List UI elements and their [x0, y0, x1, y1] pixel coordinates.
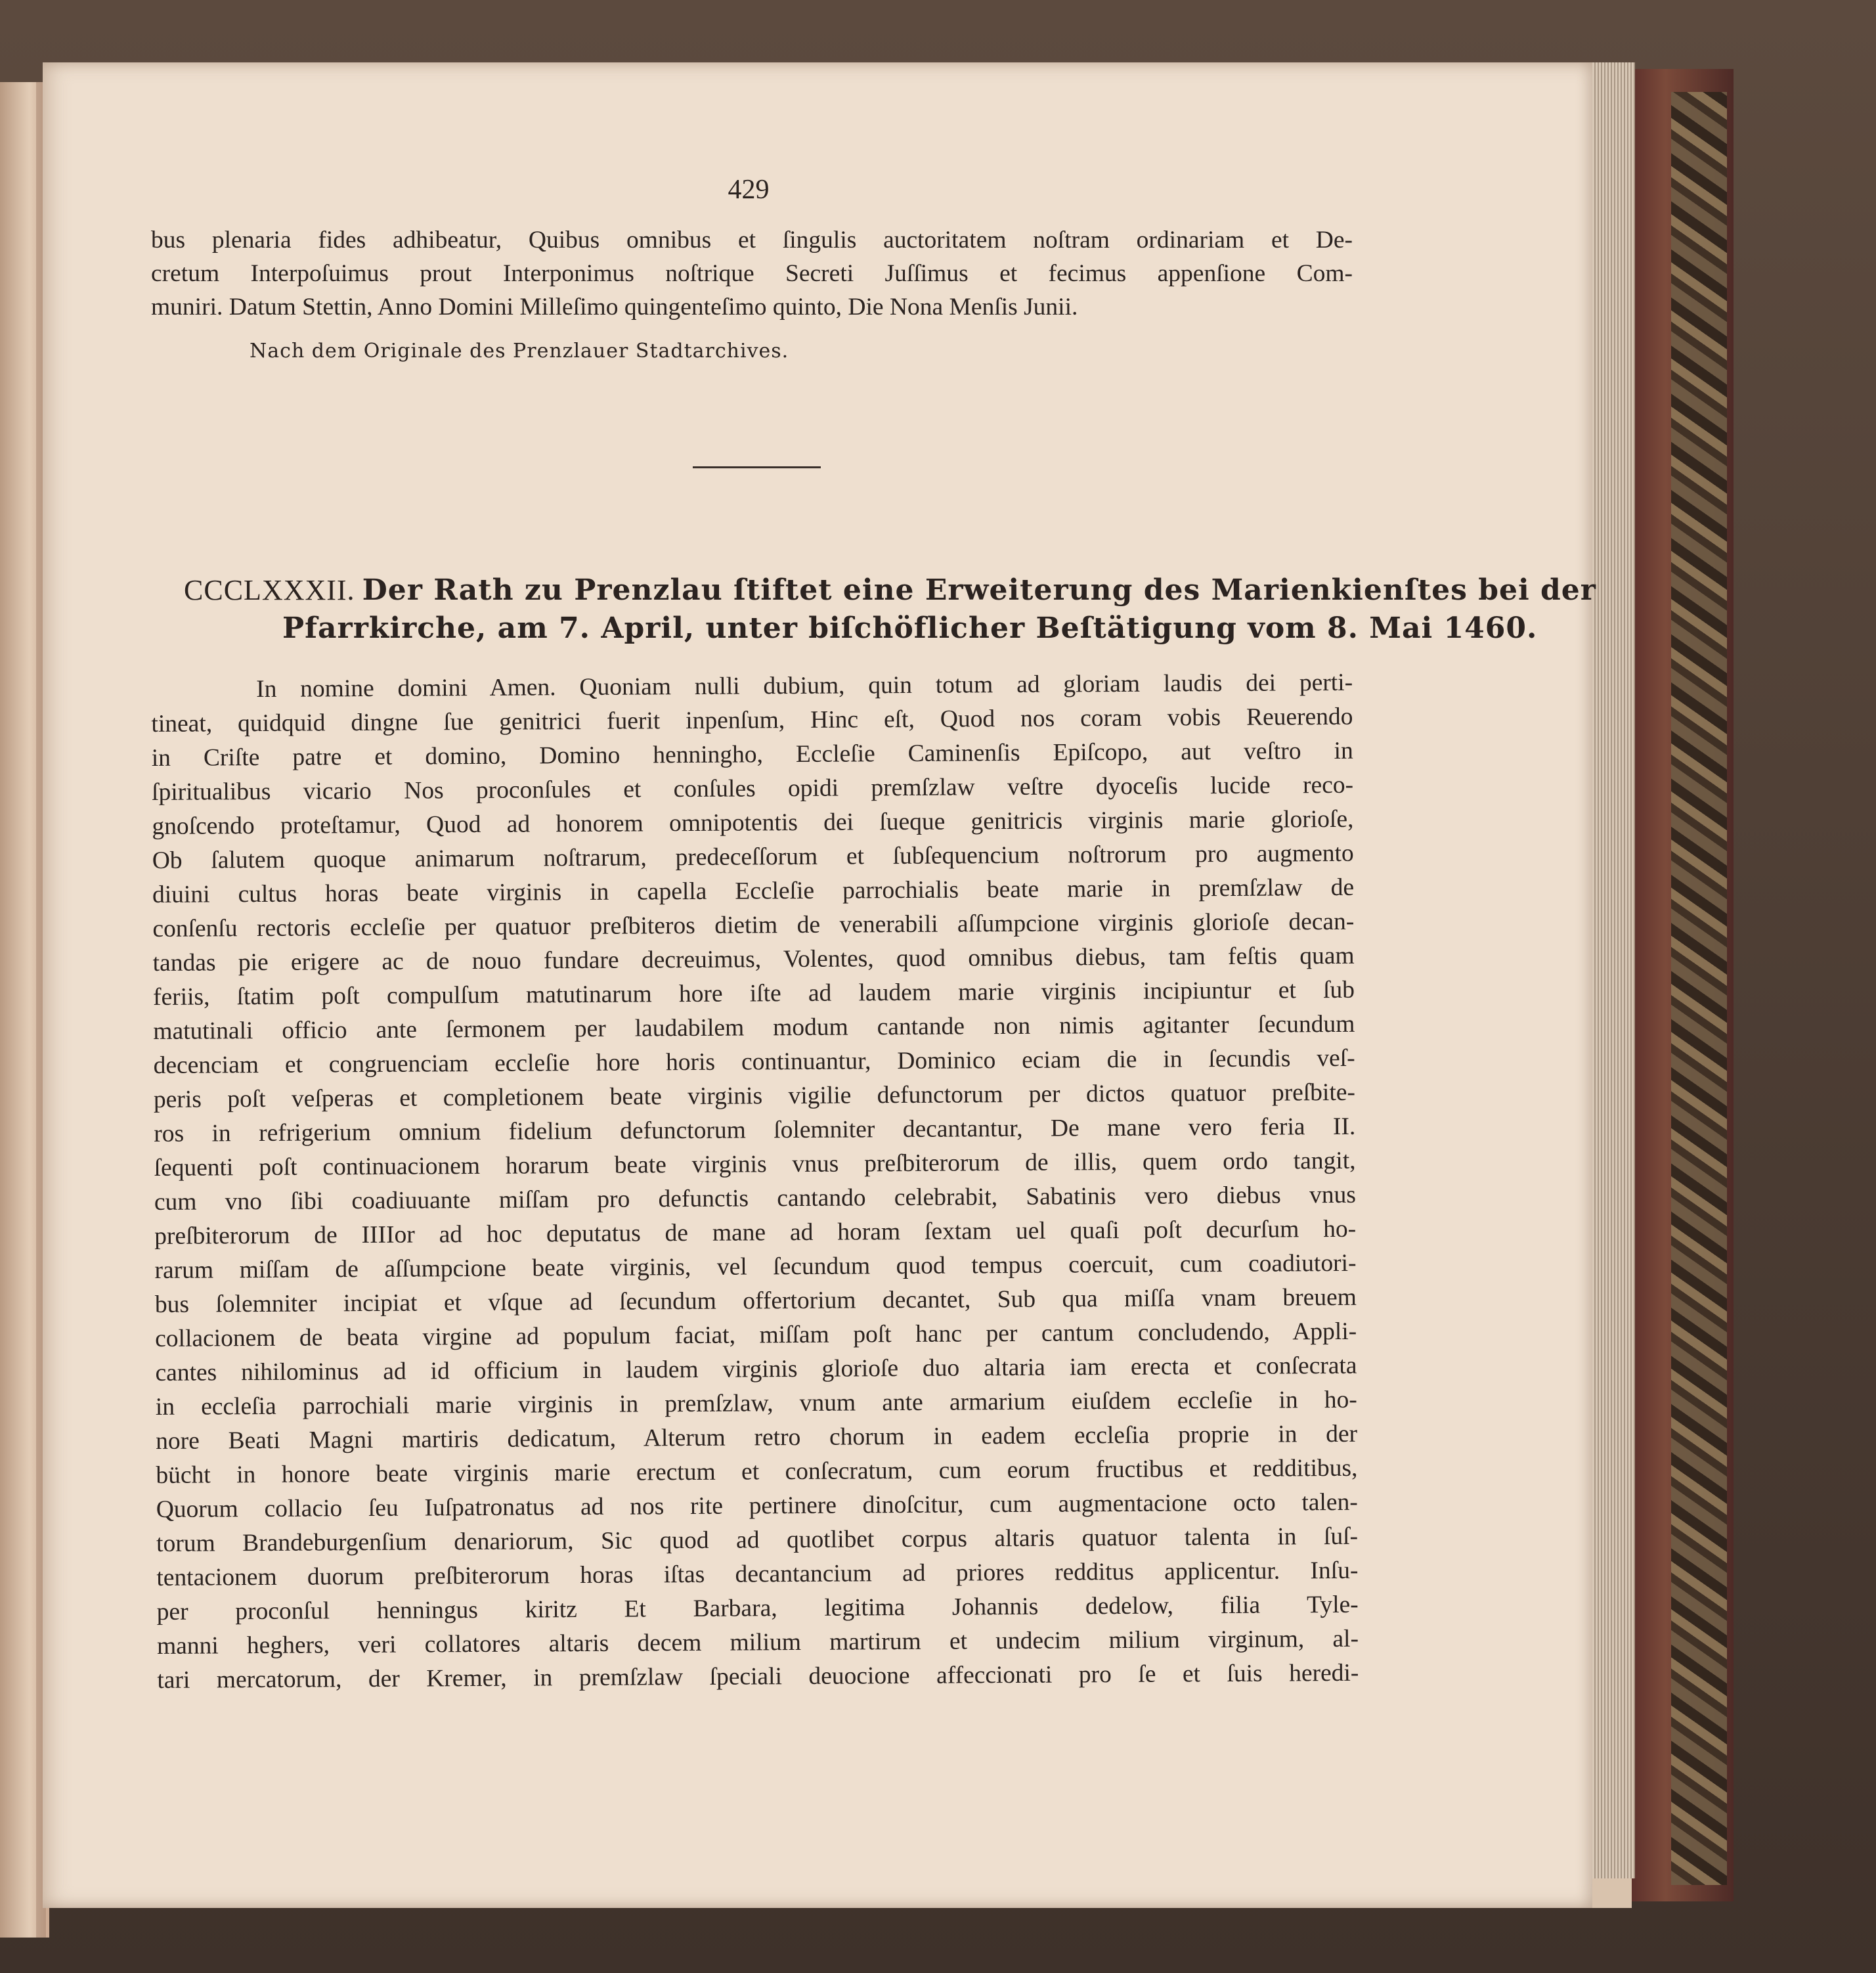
text-line: matutinali officio ante ſermonem per laudabilem modum cantande non nimis agitanter ſecundum [153, 1010, 1355, 1045]
text-line: ros in refrigerium omnium fidelium defunctorum ſolemniter decantantur, De mane vero feria II. [154, 1113, 1356, 1147]
text-line: bücht in honore beate virginis marie erectum et conſecratum, cum eorum fructibus et redditibus, [156, 1454, 1358, 1489]
document-number: CCCLXXXII. [184, 574, 355, 606]
text-line: cretum Interpoſuimus prout Interponimus noſtrique Secreti Juſſimus et fecimus appenſione Com- [151, 260, 1353, 287]
text-line: bus plenaria fides adhibeatur, Quibus omnibus et ſingulis auctoritatem noſtram ordinariam et De- [151, 227, 1353, 254]
text-line: collacionem de beata virgine ad populum faciat, miſſam poſt hanc per cantum concludendo, Appli- [155, 1318, 1357, 1352]
text-line: peris poſt veſperas et completionem beate virginis vigilie defunctorum per dictos quatuor preſbite- [153, 1078, 1356, 1113]
text-line: conſenſu rectoris eccleſie per quatuor preſbiteros dietim de venerabili aſſumpcione virginis glorioſe decan- [152, 908, 1355, 942]
text-line: ſequenti poſt continuacionem horarum beate virginis vnus preſbiterorum de illis, quem ordo tangit, [154, 1147, 1356, 1182]
text-line: in Criſte patre et domino, Domino henningho, Eccleſie Caminenſis Epiſcopo, aut veſtro in [151, 737, 1353, 772]
text-line: tentacionem duorum preſbiterorum horas iſtas decantancium ad priores redditus applicentur. Inſu- [156, 1557, 1359, 1591]
document-title-line-1: Der Rath zu Prenzlau ſtiftet eine Erweiterung des Marienkienſtes bei der [362, 573, 1596, 607]
text-line: rarum miſſam de aſſumpcione beate virginis, vel ſecundum quod tempus coercuit, cum coadiutori- [154, 1249, 1357, 1284]
preceding-text [151, 223, 1353, 324]
section-divider [693, 466, 821, 468]
text-line: gnoſcendo proteſtamur, Quod ad honorem omnipotentis dei ſueque genitricis virginis marie glorioſe, [152, 805, 1354, 840]
document-title-line-2: Pfarrkirche, am 7. April, unter biſchöflicher Beſtätigung vom 8. Mai 1460. [282, 611, 1538, 645]
text-line: In nomine domini Amen. Quoniam nulli dubium, quin totum ad gloriam laudis dei perti- [256, 669, 1353, 703]
text-line: decenciam et congruenciam eccleſie hore horis continuantur, Dominico eciam die in ſecundis veſ- [153, 1044, 1355, 1079]
text-line: tandas pie erigere ac de nouo fundare decreuimus, Volentes, quod omnibus diebus, tam feſtis quam [152, 942, 1355, 977]
source-note: Nach dem Originale des Prenzlauer Stadtarchives. [250, 340, 789, 363]
text-line: ſpiritualibus vicario Nos proconſules et conſules opidi premſzlaw veſtre dyoceſis lucide reco- [151, 771, 1354, 806]
text-line: nore Beati Magni martiris dedicatum, Alterum retro chorum in eadem eccleſia proprie in der [156, 1420, 1358, 1455]
text-line: tineat, quidquid dingne ſue genitrici fuerit inpenſum, Hinc eſt, Quod nos coram vobis Reuerendo [151, 703, 1353, 738]
page-number: 429 [728, 175, 770, 205]
text-line: preſbiterorum de IIIIor ad hoc deputatus de mane ad horam ſextam uel quaſi poſt decurſum ho- [154, 1215, 1357, 1250]
text-line: cantes nihilominus ad id officium in laudem virginis glorioſe duo altaria iam erecta et conſecrata [155, 1352, 1357, 1386]
text-line: Ob ſalutem quoque animarum noſtrarum, predeceſſorum et ſubſequencium noſtrorum pro augmento [152, 839, 1354, 874]
text-line: per proconſul henningus kiritz Et Barbara, legitima Johannis dedelow, filia Tyle- [156, 1591, 1359, 1626]
text-line: manni heghers, veri collatores altaris decem milium martirum et undecim milium virginum, al- [156, 1625, 1359, 1660]
text-line: feriis, ſtatim poſt compulſum matutinarum hore iſte ad laudem marie virginis incipiuntur et ſub [152, 976, 1355, 1011]
document-body [151, 666, 1359, 1698]
document-heading [184, 571, 1596, 648]
text-line: in eccleſia parrochiali marie virginis in premſzlaw, vnum ante armarium eiuſdem eccleſie in ho- [155, 1386, 1357, 1421]
text-line: tari mercatorum, der Kremer, in premſzlaw ſpeciali deuocione affeccionati pro ſe et ſuis heredi- [157, 1659, 1359, 1694]
marbled-endpaper [1671, 92, 1727, 1885]
text-line: muniri. Datum Stettin, Anno Domini Milleſimo quingenteſimo quinto, Die Nona Menſis Junii. [151, 294, 1078, 321]
text-line: Quorum collacio ſeu Iuſpatronatus ad nos rite pertinere dinoſcitur, cum augmentacione octo talen- [156, 1488, 1358, 1523]
text-line: diuini cultus horas beate virginis in capella Eccleſie parrochialis beate marie in premſzlaw de [152, 874, 1355, 908]
text-line: bus ſolemniter incipiat et vſque ad ſecundum offertorium decantet, Sub qua miſſa vnam breuem [154, 1283, 1357, 1318]
text-line: cum vno ſibi coadiuuante miſſam pro defunctis cantando celebrabit, Sabatinis vero diebus vnus [154, 1181, 1357, 1216]
text-line: torum Brandeburgenſium denariorum, Sic quod ad quotlibet corpus altaris quatuor talenta in ſuſ- [156, 1522, 1359, 1557]
